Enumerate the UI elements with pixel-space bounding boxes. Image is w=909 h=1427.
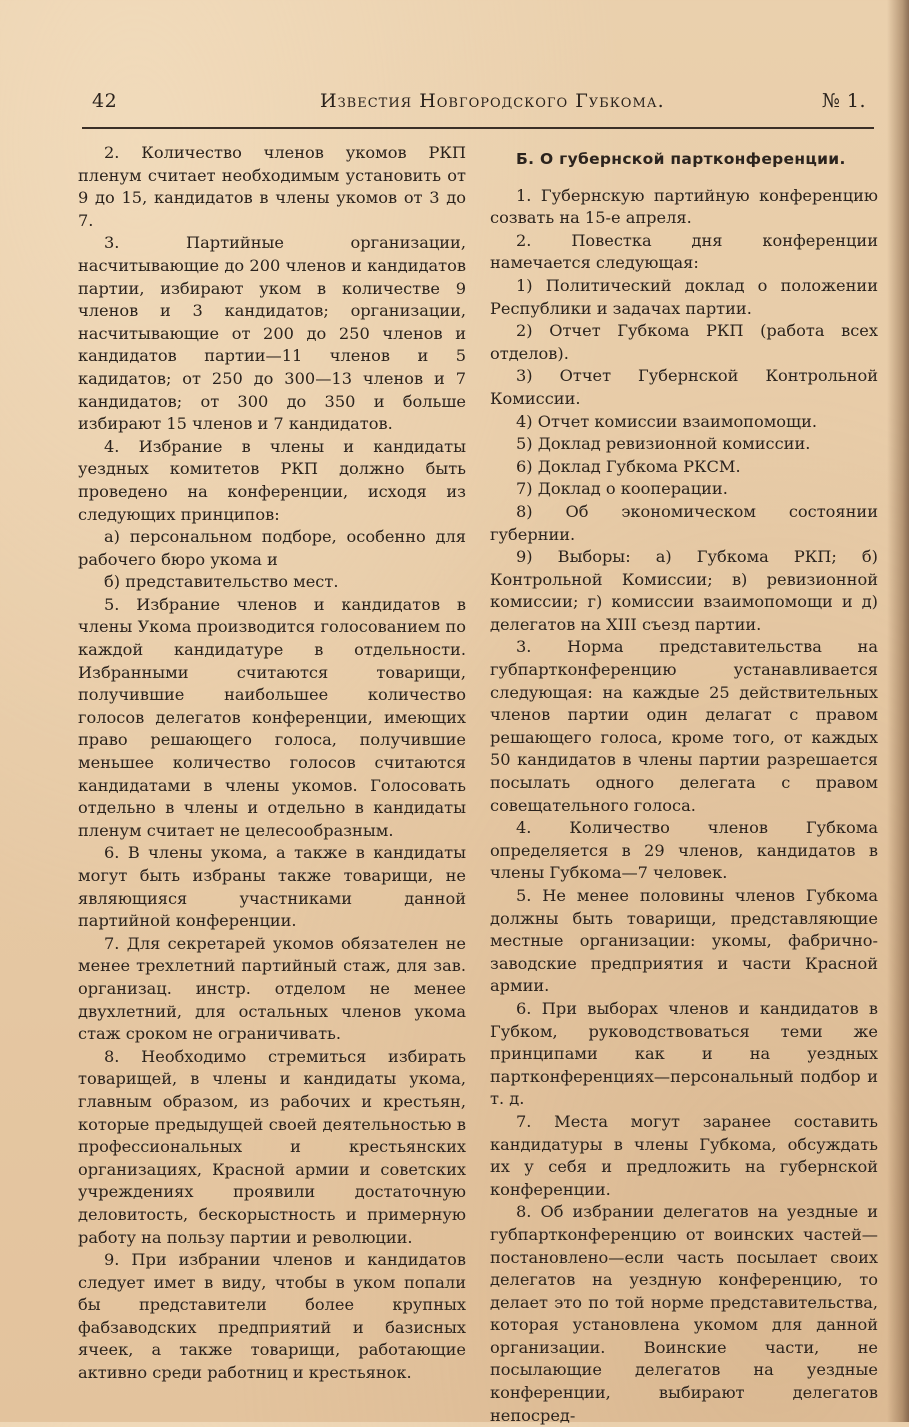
paragraph: 6. В члены укома, а также в кандидаты могут быть избраны также товарищи, не являющияся участниками данной партийной конференции. <box>78 843 466 931</box>
paragraph: 2. Количество членов укомов РКП пленум считает необходимым установить от 9 до 15, кандидатов в члены укомов от 3 до 7. <box>78 143 466 230</box>
journal-title: Известия Новгородского Губкома. <box>320 90 665 112</box>
agenda-item: 4) Отчет комиссии взаимопомощи. <box>516 411 818 431</box>
paragraph: 9. При избрании членов и кандидатов следует имет в виду, чтобы в уком попали бы представители более крупных фабзаводских предприятий и базисных ячеек, а также товарищи, работающие активно среди работниц и крестьянок. <box>78 1250 466 1383</box>
agenda-item: 2) Отчет Губкома РКП (работа всех отделов). <box>490 321 878 363</box>
paragraph: б) представительство мест. <box>104 572 339 592</box>
paragraph: 8. Необходимо стремиться избирать товарищей, в члены и кандидаты укома, главным образом, из рабочих и крестьян, которые предыдущей своей деятельностью в профессиональных и крестьянских организациях, Красной армии и советских учреждениях проявили достаточную деловитость, бескорыстность и примерную работу на пользу партии и революции. <box>78 1046 466 1247</box>
paragraph: 7. Для секретарей укомов обязателен не менее трехлетний партийный стаж, для зав. организац. инстр. отделом не менее двухлетний, для остальных членов укома стаж сроком не ограничивать. <box>78 933 466 1044</box>
paragraph: 2. Повестка дня конференции намечается следующая: <box>490 230 878 273</box>
agenda-item: 3) Отчет Губернской Контрольной Комиссии. <box>490 366 878 408</box>
right-column <box>490 142 878 1427</box>
section-heading: Б. О губернской партконференции. <box>516 150 846 168</box>
paragraph: 4. Количество членов Губкома определяется в 29 членов, кандидатов в члены Губкома—7 человек. <box>490 818 878 883</box>
paragraph: 7. Места могут заранее составить кандидатуры в члены Губкома, обсуждать их у себя и предложить на губернской конференции. <box>490 1111 878 1199</box>
paragraph: а) персональном подборе, особенно для рабочего бюро укома и <box>78 527 466 569</box>
agenda-item: 1) Политический доклад о положении Республики и задачах партии. <box>490 275 878 318</box>
agenda-item: 5) Доклад ревизионной комиссии. <box>516 434 811 454</box>
header-rule <box>82 127 874 129</box>
left-column <box>78 142 466 1385</box>
running-header <box>92 88 866 118</box>
paragraph: 3. Партийные организации, насчитывающие до 200 членов и кандидатов партии, избирают уком в количестве 9 членов и 3 кандидатов; организации, насчитывающие от 200 до 250 членов и кандидатов партии—11 членов и 5 кадидатов; от 250 до 300—13 членов и 7 кандидатов; от 300 до 350 и больше избирают 15 членов и 7 кандидатов. <box>78 233 466 434</box>
agenda-item: 8) Об экономическом состоянии губернии. <box>490 501 878 544</box>
paragraph: 5. Не менее половины членов Губкома должны быть товарищи, представляющие местные организации: укомы, фабрично-заводские предприятия и части Красной армии. <box>490 886 878 996</box>
paragraph: 6. При выборах членов и кандидатов в Губком, руководствоваться теми же принципами как и на уездных партконференциях—персональный подбор и т. д. <box>490 998 878 1109</box>
paragraph: 3. Норма представительства на губпартконференцию устанавливается следующая: на каждые 25 действительных членов партии один делагат с правом решающего голоса, кроме того, от каждых 50 кандидатов в члены партии разрешается посылать одного делегата с правом совещательного голоса. <box>490 637 878 815</box>
page-number: 42 <box>92 90 118 112</box>
paragraph: 5. Избрание членов и кандидатов в члены Укома производится голосованием по каждой кандидатуре в отдельности. Избранными считаются товарищи, получившие наибольшее количество голосов делегатов конференции, имеющих право решающего голоса, получившие меньшее количество голосов считаются кандидатами в члены укомов. Голосовать отдельно в члены и отдельно в кандидаты пленум считает не целесообразным. <box>78 594 466 840</box>
paragraph: 8. Об избрании делегатов на уездные и губпартконференцию от воинских частей—постановлено—если часть посылает своих делегатов на уездную конференцию, то делает это по той норме представительства, которая установлена укомом для данной организации. Воинские части, не посылающие делегатов на уездные конференции, выбирают делегатов непосред- <box>490 1202 878 1425</box>
agenda-item: 9) Выборы: а) Губкома РКП; б) Контрольной Комиссии; в) ревизионной комиссии; г) комиссии взаимопомощи и д) делегатов на XIII съезд партии. <box>490 547 878 634</box>
issue-number: № 1. <box>821 90 866 112</box>
paragraph: 1. Губернскую партийную конференцию созвать на 15-е апреля. <box>490 185 878 228</box>
page-edge-shadow <box>887 0 909 1422</box>
agenda-item: 6) Доклад Губкома РКСМ. <box>516 456 741 476</box>
agenda-item: 7) Доклад о кооперации. <box>516 479 728 499</box>
paragraph: 4. Избрание в члены и кандидаты уездных комитетов РКП должно быть проведено на конференции, исходя из следующих принципов: <box>78 436 466 524</box>
